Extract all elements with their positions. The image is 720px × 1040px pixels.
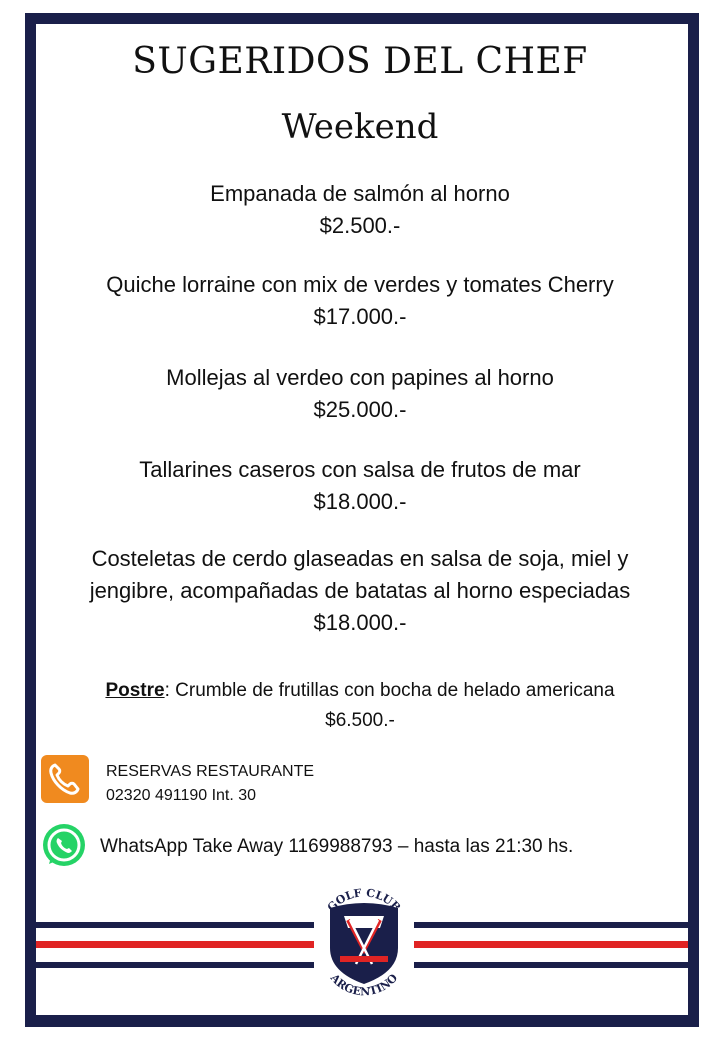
menu-item <box>40 269 680 333</box>
menu-subtitle: Weekend <box>281 107 439 147</box>
item-price: $18.000.- <box>313 489 407 514</box>
item-name-line2: jengibre, acompañadas de batatas al horno especiadas <box>89 578 631 603</box>
item-name: Empanada de salmón al horno <box>210 181 510 206</box>
item-name: Mollejas al verdeo con papines al horno <box>166 365 554 390</box>
golf-club-logo <box>314 880 414 1000</box>
reservations-phone[interactable]: 02320 491190 Int. 30 <box>106 787 257 804</box>
dessert-text: : Crumble de frutillas con bocha de helado americana <box>164 680 615 701</box>
reservations-block <box>40 752 680 812</box>
item-name-line1: Costeletas de cerdo glaseadas en salsa de soja, miel y <box>91 546 629 571</box>
phone-icon <box>41 755 89 803</box>
item-price: $18.000.- <box>313 610 407 635</box>
reservations-label: RESERVAS RESTAURANTE <box>106 763 315 780</box>
whatsapp-icon <box>40 822 88 870</box>
menu-item <box>40 362 680 426</box>
menu-title: SUGERIDOS DEL CHEF <box>132 41 588 82</box>
menu-item <box>40 454 680 518</box>
dessert-price: $6.500.- <box>325 710 395 731</box>
dessert-item <box>40 676 680 736</box>
item-name: Quiche lorraine con mix de verdes y tomates Cherry <box>106 272 614 297</box>
whatsapp-text[interactable]: WhatsApp Take Away 1169988793 – hasta las 21:30 hs. <box>100 836 574 857</box>
item-price: $25.000.- <box>313 397 407 422</box>
item-price: $17.000.- <box>313 304 407 329</box>
logo-top-text: GOLF CLUB <box>324 886 404 915</box>
dessert-label: Postre <box>105 680 165 701</box>
logo-bottom-text: ARGENTINO <box>327 971 401 999</box>
whatsapp-block <box>40 822 680 872</box>
item-name: Tallarines caseros con salsa de frutos de mar <box>139 457 581 482</box>
menu-item <box>40 543 680 639</box>
menu-item <box>40 178 680 242</box>
item-price: $2.500.- <box>319 213 401 238</box>
